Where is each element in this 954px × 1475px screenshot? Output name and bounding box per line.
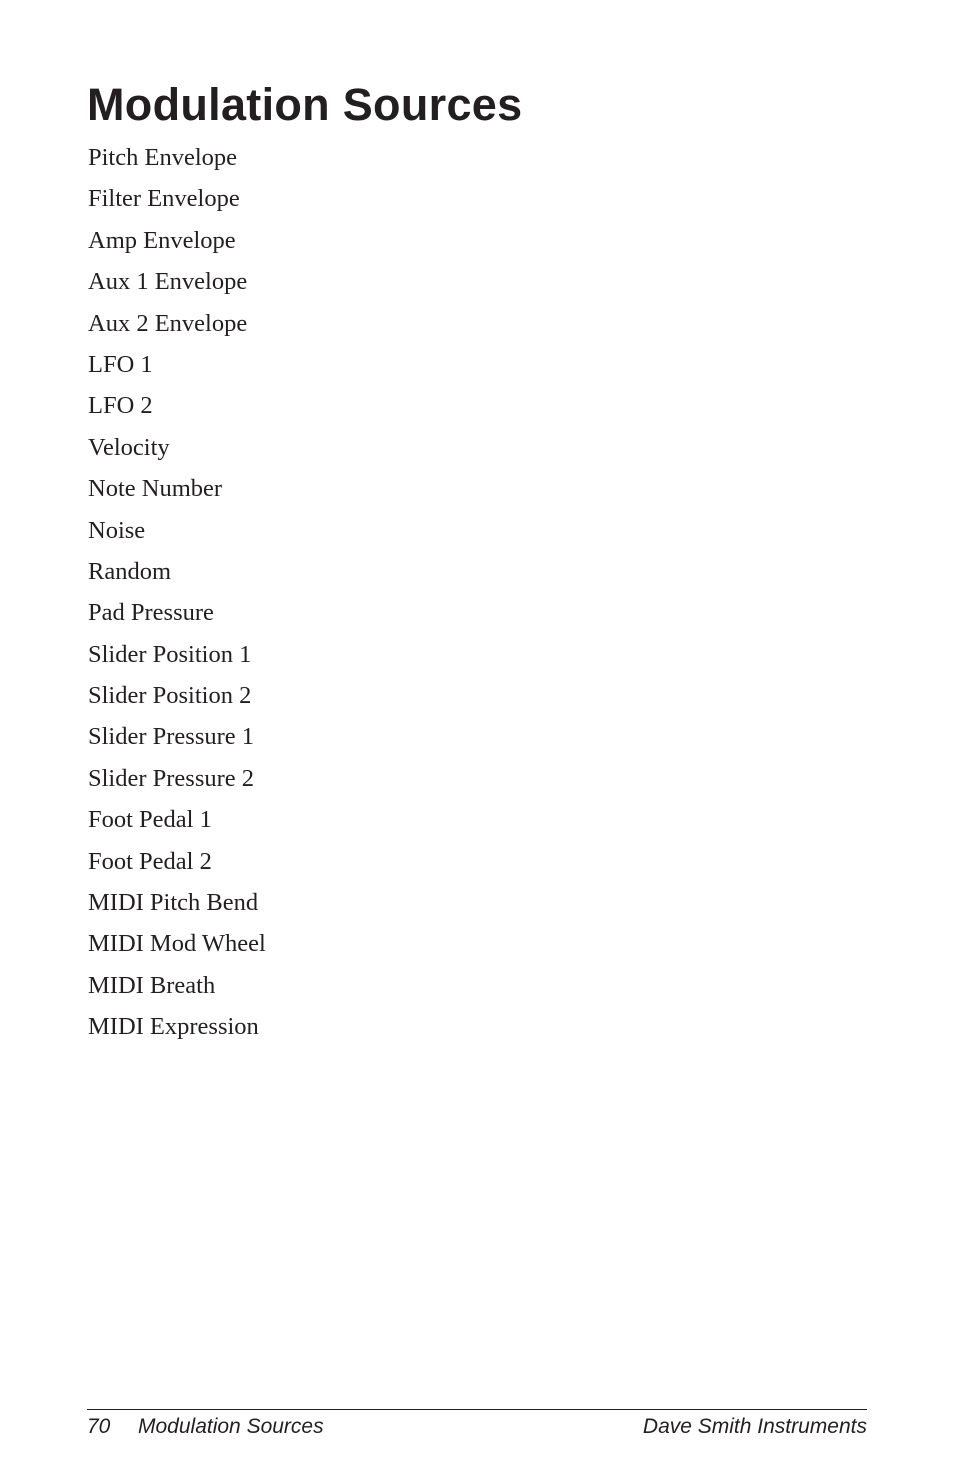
page-footer [87,1409,867,1442]
list-item: MIDI Pitch Bend [88,889,259,917]
list-item: Slider Pressure 1 [88,723,255,751]
list-item: Amp Envelope [88,226,236,254]
modulation-source-list [88,137,266,1048]
list-item: MIDI Mod Wheel [88,930,266,958]
page-title: Modulation Sources [87,79,523,130]
list-item: Filter Envelope [88,185,240,213]
list-item: Pad Pressure [88,599,214,627]
list-item: Foot Pedal 2 [88,847,212,875]
list-item: Foot Pedal 1 [88,806,212,834]
list-item: Aux 2 Envelope [88,309,248,337]
list-item: Velocity [88,433,170,461]
list-item: Slider Position 2 [88,682,252,710]
list-item: MIDI Breath [88,971,216,999]
list-item: Slider Pressure 2 [88,764,255,792]
footer-section-name: Modulation Sources [138,1415,324,1438]
list-item: Random [88,557,172,585]
list-item: Note Number [88,475,223,503]
list-item: Noise [88,516,146,544]
list-item: MIDI Expression [88,1013,259,1041]
page-number: 70 [87,1415,111,1438]
list-item: Slider Position 1 [88,640,252,668]
footer-publisher: Dave Smith Instruments [642,1415,867,1438]
list-item: LFO 1 [88,350,153,378]
list-item: Aux 1 Envelope [88,268,248,296]
list-item: LFO 2 [88,392,153,420]
list-item: Pitch Envelope [88,144,238,171]
